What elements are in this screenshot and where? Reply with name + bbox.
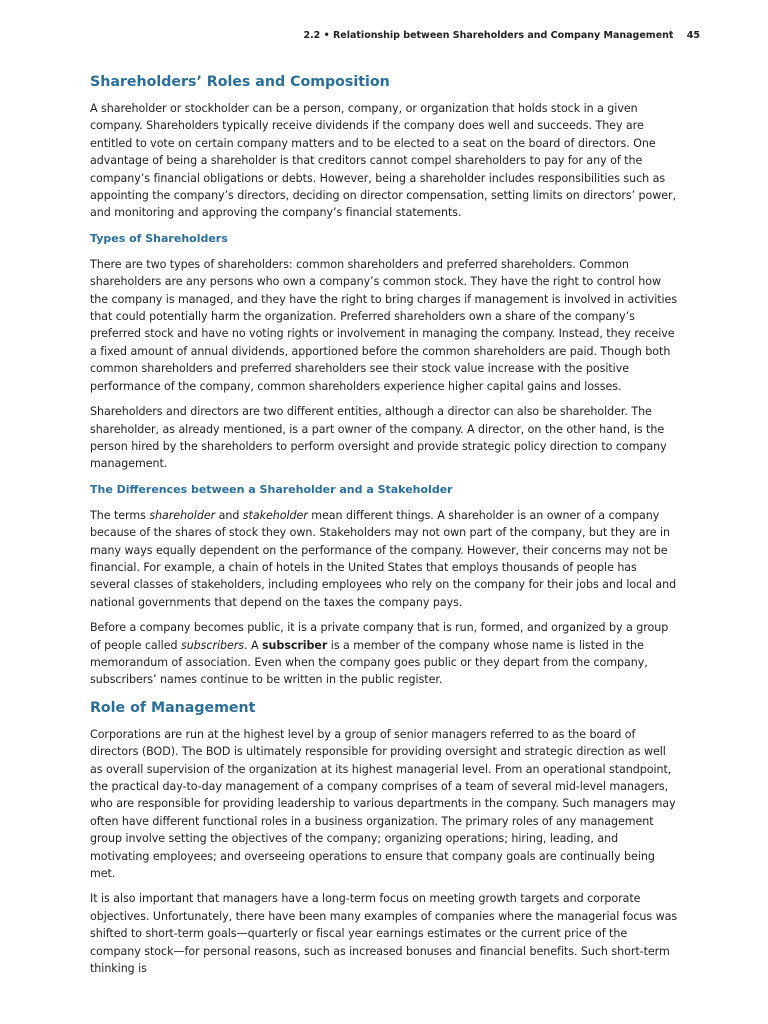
- paragraph-shareholders-vs-directors: Shareholders and directors are two different entities, although a director can also be shareholder. The shareholder, as already mentioned, is a part owner of the company. A director, on the other hand, is the person hired by the shareholders to perform oversight and provide strategic policy direction to company management.: [90, 405, 667, 471]
- paragraph-shareholder-stakeholder-terms: [90, 507, 680, 611]
- section-heading-shareholders-roles: Shareholders’ Roles and Composition: [90, 74, 390, 90]
- paragraph-types-of-shareholders: There are two types of shareholders: common shareholders and preferred shareholders. Common shareholders are any persons who own a company’s common stock. They have the right to control how the company is managed, and they have the right to bring charges if management is involved in activities that could potentially harm the organization. Preferred shareholders own a share of the company’s preferred stock and have no voting rights or involvement in managing the company. Instead, they receive a fixed amount of annual dividends, apportioned before the common shareholders are paid. Though both common shareholders and preferred shareholders see their stock value increase with the positive performance of the company, common shareholders experience higher capital gains and losses.: [90, 257, 678, 393]
- key-term-subscriber: subscriber: [261, 638, 328, 652]
- text-segment: mean different things. A shareholder is an owner of a company because of the shares of stock they own. Stakeholders may not own part of the company, but they are in many ways equally dependent on the performance of the company. However, their concerns may not be financial. For example, a chain of hotels in the United States that employs thousands of people has several classes of stakeholders, including employees who rely on the company for their jobs and local and national governments that depend on the taxes the company pays.: [90, 508, 677, 609]
- running-header: [90, 30, 700, 41]
- paragraph-subscribers: [90, 619, 680, 689]
- term-shareholder: shareholder: [149, 508, 216, 522]
- paragraph-long-term-focus: It is also important that managers have a long-term focus on meeting growth targets and corporate objectives. Unfortunately, there have been many examples of companies where the managerial focus was shifted to short-term goals—quarterly or fiscal year earnings estimates or the current price of the company stock—for personal reasons, such as increased bonuses and financial benefits. Such short-term thinking is: [90, 892, 678, 976]
- paragraph-shareholder-definition: A shareholder or stockholder can be a person, company, or organization that holds stock in a given company. Shareholders typically receive dividends if the company does well and succeeds. They are entitled to vote on certain company matters and to be elected to a seat on the board of directors. One advantage of being a shareholder is that creditors cannot compel shareholders to pay for any of the company’s financial obligations or debts. However, being a shareholder includes responsibilities such as appointing the company’s directors, deciding on director compensation, setting limits on directors’ power, and monitoring and approving the company’s financial statements.: [90, 102, 677, 220]
- term-stakeholder: stakeholder: [242, 508, 308, 522]
- page-number: 45: [686, 30, 700, 41]
- text-segment: and: [215, 508, 243, 522]
- text-segment: is a member of the company whose name is listed in the memorandum of association. Even when the company goes public or they depart from the company, subscribers’ names continue to be written in the public register.: [90, 638, 648, 687]
- page-content: [90, 71, 680, 985]
- text-segment: Before a company becomes public, it is a private company that is run, formed, and organized by a group of people called: [90, 621, 669, 652]
- running-title: 2.2 • Relationship between Shareholders and Company Management: [303, 30, 674, 41]
- term-subscribers: subscribers: [180, 638, 245, 652]
- subheading-shareholder-vs-stakeholder: The Differences between a Shareholder and a Stakeholder: [90, 482, 453, 496]
- section-heading-role-of-management: Role of Management: [90, 699, 256, 716]
- text-segment: The terms: [90, 508, 150, 522]
- paragraph-board-of-directors: Corporations are run at the highest level by a group of senior managers referred to as the board of directors (BOD). The BOD is ultimately responsible for providing oversight and strategic direction as well as overall supervision of the organization at its highest managerial level. From an operational standpoint, the practical day-to-day management of a company comprises of a team of several mid-level managers, who are responsible for providing leadership to various departments in the company. Such managers may often have different functional roles in a business organization. The primary roles of any management group involve setting the objectives of the company; organizing operations; hiring, leading, and motivating employees; and overseeing operations to ensure that company goals are continually being met.: [90, 727, 676, 881]
- subheading-types-of-shareholders: Types of Shareholders: [90, 231, 228, 245]
- text-segment: . A: [244, 638, 262, 652]
